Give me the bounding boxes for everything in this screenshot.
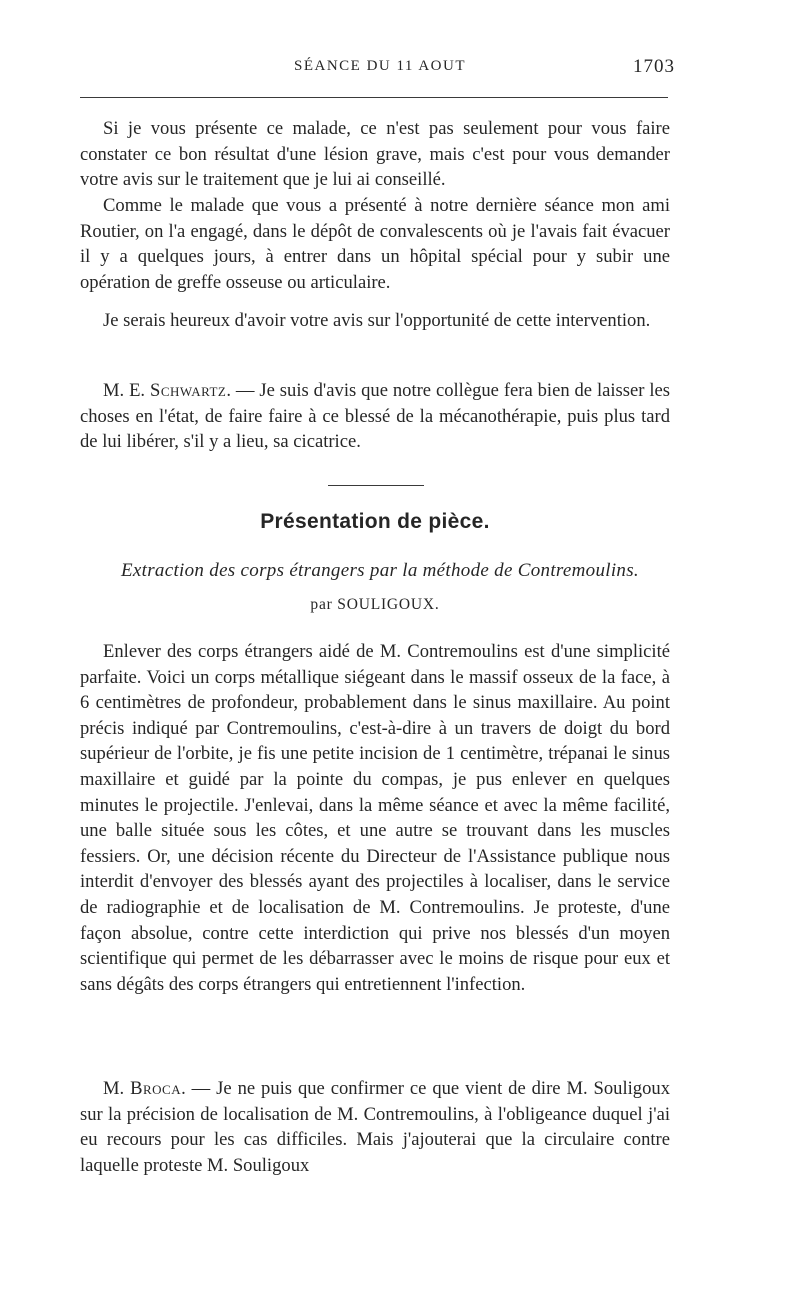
speaker-name: Broca [130, 1078, 182, 1099]
paragraph-souligoux [80, 639, 670, 997]
header-rule [80, 97, 668, 98]
speaker-prefix: M. [103, 1078, 131, 1099]
section-title: Présentation de pièce. [260, 510, 490, 533]
section-subtitle: Extraction des corps étrangers par la méthode de Contremoulins. [121, 560, 639, 581]
paragraph-schwartz [80, 378, 670, 455]
paragraph-schwartz-text: . — Je suis d'avis que notre collègue fera bien de laisser les choses en l'état, de faire faire à ce blessé de la mécanothérapie, puis plus tard de lui libérer, s'il y a lieu, sa cicatrice. [80, 380, 671, 453]
paragraph-1-text: Si je vous présente ce malade, ce n'est pas seulement pour vous faire constater ce bon résultat d'une lésion grave, mais c'est pour vous demander votre avis sur le traitement que je lui ai conseillé. [80, 118, 670, 191]
paragraph-3 [80, 308, 670, 334]
running-head [80, 58, 680, 82]
paragraph-broca-text: . — Je ne puis que confirmer ce que vient de dire M. Souligoux sur la précision de localisation de M. Contremoulins, à l'obligeance duquel j'ai eu recours pour les cas difficiles. Mais j'ajouterai que la circulaire contre laquelle proteste M. Souligoux [80, 1078, 670, 1176]
paragraph-2 [80, 193, 670, 295]
paragraph-souligoux-text: Enlever des corps étrangers aidé de M. Contremoulins est d'une simplicité parfaite. Voici un corps métallique siégeant dans le massif osseux de la face, à 6 centimètres de profondeur, probablement dans le sinus maxillaire. Au point précis indiqué par Contremoulins, c'est-à-dire à un travers de doigt du bord supérieur de l'orbite, je fis une petite incision de 1 centimètre, trépanai le sinus maxillaire et guidé par la pointe du compas, je pus enlever en quelques minutes le projectile. J'enlevai, dans la même séance et avec la même facilité, une balle située sous les côtes, et une autre se trouvant dans les muscles fessiers. Or, une décision récente du Directeur de l'Assistance publique nous interdit d'envoyer des blessés ayant des projectiles à localiser, dans le service de radiographie et de localisation de M. Contremoulins. Je proteste, d'une façon absolue, contre cette interdiction qui prive nos blessés d'un moyen scientifique qui permet de les débarrasser avec le moins de risque pour eux et sans dégâts des corps étrangers qui entretiennent l'infection. [80, 641, 670, 995]
section-divider [328, 485, 424, 486]
paragraph-3-text: Je serais heureux d'avoir votre avis sur l'opportunité de cette intervention. [103, 310, 651, 331]
paragraph-2-text: Comme le malade que vous a présenté à notre dernière séance mon ami Routier, on l'a engagé, dans le dépôt de convalescents où je l'avais fait évacuer il y a quelques jours, à entrer dans un hôpital spécial pour y subir une opération de greffe osseuse ou articulaire. [80, 195, 670, 293]
paragraph-1 [80, 116, 670, 193]
speaker-name: Schwartz [149, 380, 227, 401]
speaker-prefix: M. E. [103, 380, 150, 401]
page-number: 1703 [633, 56, 675, 77]
running-head-title: SÉANCE DU 11 AOUT [293, 58, 467, 74]
paragraph-broca [80, 1076, 670, 1178]
section-byline: par SOULIGOUX. [310, 596, 440, 613]
